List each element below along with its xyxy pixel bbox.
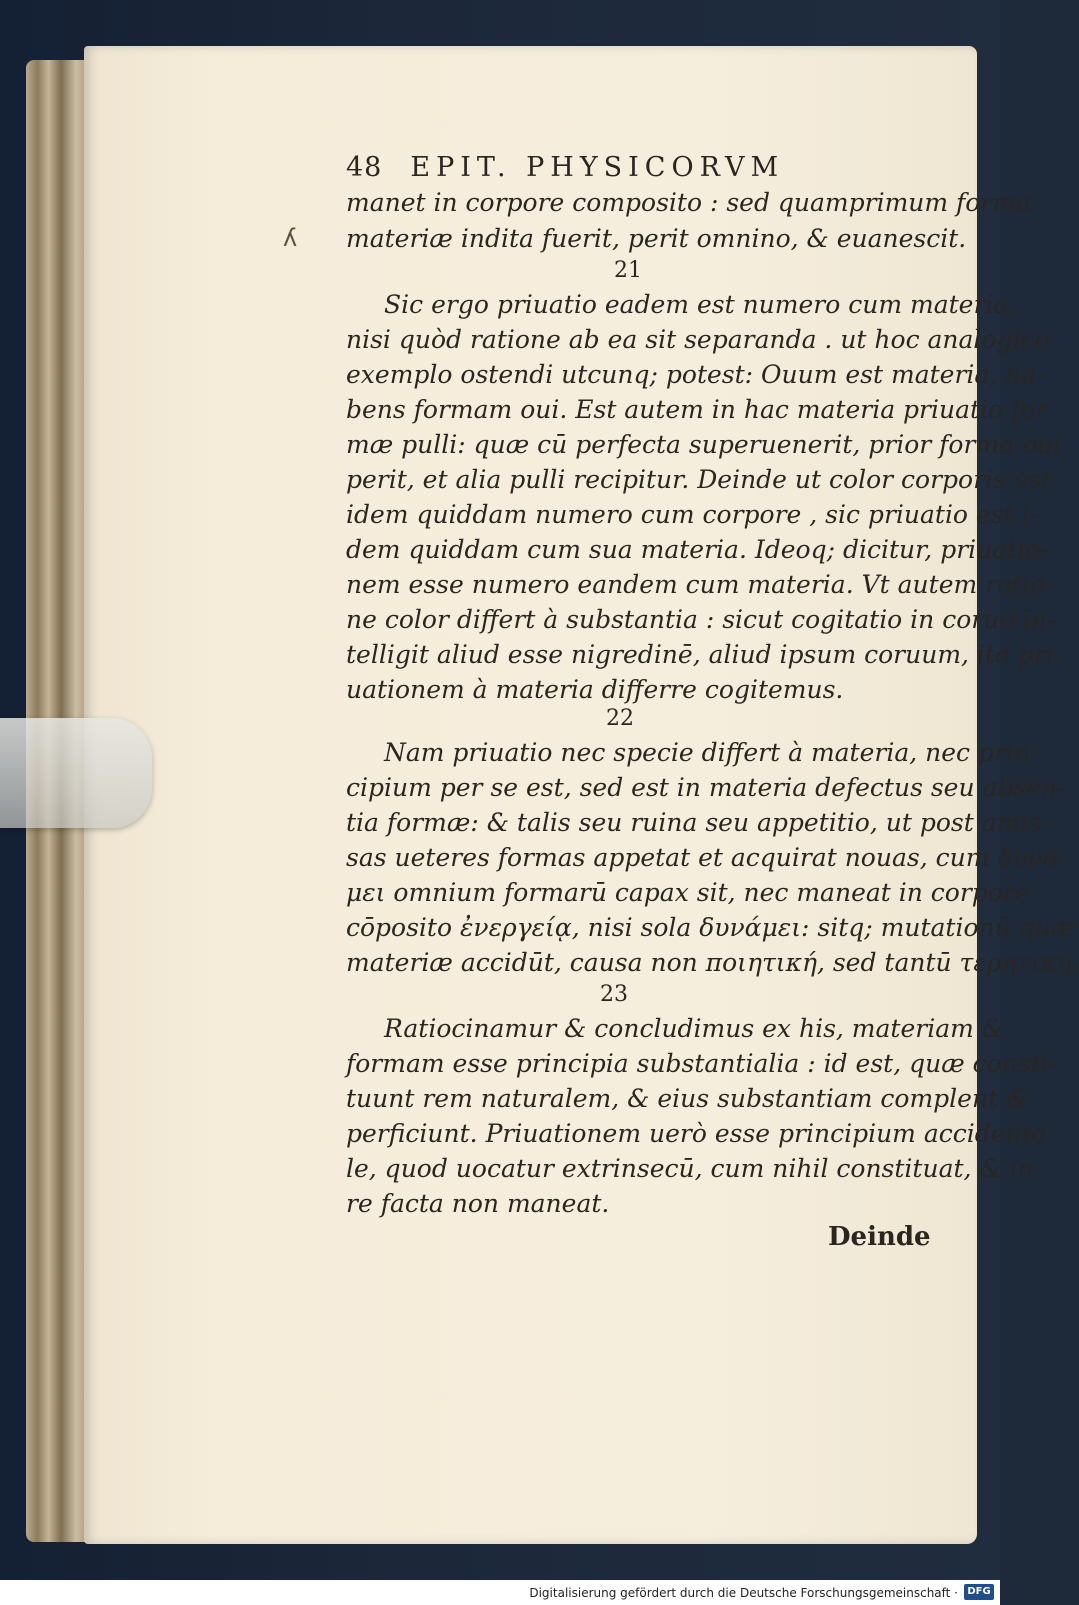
text-line: uationem à materia differre cogitemus. [346, 675, 844, 704]
text-line: perficiunt. Priuationem uerò esse principium accidenta [346, 1119, 1047, 1148]
text-line: perit, et alia pulli recipitur. Deinde ut color corporis est [346, 465, 1052, 494]
text-line: sas ueteres formas appetat et acquirat nouas, cum δυνά- [346, 843, 1069, 872]
text-line: idem quiddam numero cum corpore , sic priuatio est i- [346, 500, 1038, 529]
text-line: mæ pulli: quæ cū perfecta superuenerit, prior forma oui [346, 430, 1062, 459]
text-line: telligit aliud esse nigredinē, aliud ipsum coruum, ita pri- [346, 640, 1063, 669]
text-line: ne color differt à substantia : sicut cogitatio in coruo in- [346, 605, 1055, 634]
text-line: exemplo ostendi utcunq; potest: Ouum est materia, ha- [346, 360, 1045, 389]
running-title: EPIT. PHYSICORVM [410, 152, 785, 183]
text-line: tuunt rem naturalem, & eius substantiam complent & [346, 1084, 1029, 1113]
text-line: Sic ergo priuatio eadem est numero cum materia, [384, 290, 1017, 319]
text-line: tia formæ: & talis seu ruina seu appetitio, ut post amis- [346, 808, 1050, 837]
section-number: 22 [606, 706, 634, 731]
text-line: materiæ accidūt, causa non ποιητική, sed tantū τερητική. [346, 948, 1079, 977]
section-number: 23 [600, 982, 628, 1007]
text-line: dem quiddam cum sua materia. Ideoq; dicitur, priuatio- [346, 535, 1049, 564]
running-header [346, 152, 866, 183]
margin-mark: ʎ [283, 224, 298, 252]
footer-bar [0, 1580, 1000, 1605]
page-number: 48 [346, 152, 383, 183]
text-line: cipium per se est, sed est in materia defectus seu absen- [346, 773, 1066, 802]
text-line: le, quod uocatur extrinsecū, cum nihil constituat, & in [346, 1154, 1034, 1183]
page-clip [0, 718, 152, 828]
text-line: Ratiocinamur & concludimus ex his, materiam & [384, 1014, 1005, 1043]
text-line: manet in corpore composito : sed quamprimum forma [346, 188, 1031, 217]
text-line: cōposito ἐνεργείᾳ, nisi sola δυνάμει: sitq; mutationū quæ [346, 913, 1075, 942]
text-line: bens formam oui. Est autem in hac materia priuatio for [346, 395, 1048, 424]
text-line: formam esse principia substantialia : id est, quæ consti- [346, 1049, 1058, 1078]
text-line: nisi quòd ratione ab ea sit separanda . ut hoc analogico [346, 325, 1050, 354]
dfg-logo: DFG [964, 1584, 994, 1600]
text-line: Nam priuatio nec specie differt à materia, nec prin- [384, 738, 1039, 767]
text-line: nem esse numero eandem cum materia. Vt autem ratio- [346, 570, 1054, 599]
text-line: re facta non maneat. [346, 1189, 610, 1218]
section-number: 21 [614, 258, 642, 283]
text-line: materiæ indita fuerit, perit omnino, & euanescit. [346, 224, 967, 253]
footer-credit: Digitalisierung gefördert durch die Deutsche Forschungsgemeinschaft · [529, 1586, 958, 1600]
catchword: Deinde [828, 1222, 931, 1252]
text-line: μει omnium formarū capax sit, nec maneat in corpore [346, 878, 1030, 907]
